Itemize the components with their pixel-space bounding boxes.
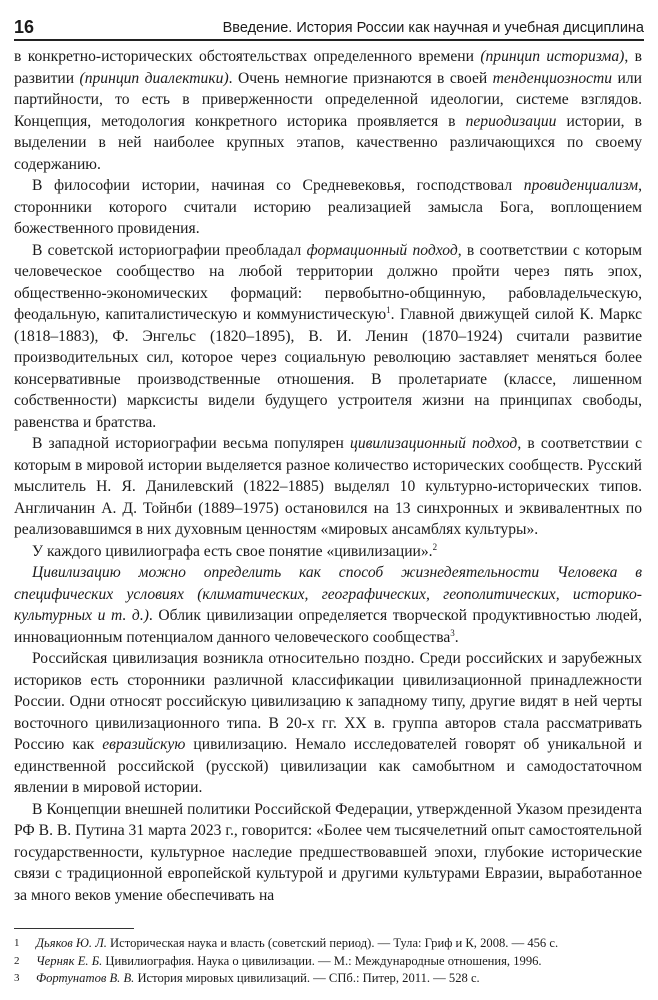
italic-text: евразийскую	[102, 736, 186, 753]
paragraph	[14, 175, 642, 240]
italic-text: (принцип историзма)	[480, 48, 625, 65]
text-run: . Главной движущей силой К. Маркс (1818–1883), Ф. Энгельс (1820–1895), В. И. Ленин (1870–1924) считали развитие производительных сил, которое через социальную революцию заставляет меняться более консервативные производственные отношения. В пролетариате (классе, лишенном собственности) марксисты видели будущего устроителя жизни на принципах свободы, равенства и братства.	[14, 306, 642, 431]
footnote	[14, 935, 644, 953]
text-run: в конкретно-исторических обстоятельствах определенного времени	[14, 48, 481, 65]
text-run: В Концепции внешней политики Российской Федерации, утвержденной Указом президента РФ В. В. Путина 31 марта 2023 г., говорится: «Более чем тысячелетний опыт самостоятельной государственности, культурное наследие предшествовавшей эпохи, глубокие исторические связи с традиционной европейской культурой и другими культурами Евразии, выработанное за много веков умение обеспечивать на	[14, 800, 642, 904]
footnotes	[14, 928, 644, 988]
footnote-ref: 2	[432, 541, 438, 552]
text-run: истории, в выделении в ней наиболее крупных этапов, качественно различающихся по своему содержанию.	[14, 112, 642, 173]
text-run: , в соответствии с которым человеческое сообщество на любой территории должно пройти через пять эпох, общественно-экономических формаций: первобытно-общинную, рабовладельческую, феодальную, капиталистическую и коммунистическую	[14, 241, 643, 323]
text-run: или партийности, то есть в приверженности определенной идеологии, системе взглядов. Концепция, методология конкретного историка проявляется в	[14, 69, 642, 130]
text-run: В философии истории, начиная со Средневековья, господствовал	[32, 177, 524, 194]
text-run: Историческая наука и власть (советский период). — Тула: Гриф и К, 2008. — 456 с.	[106, 936, 559, 950]
page-header	[14, 6, 644, 41]
footnote-rule	[14, 928, 134, 929]
paragraph	[14, 541, 642, 563]
footnote-ref: 1	[386, 304, 391, 315]
text-run: , в соответствии с которым в мировой истории выделяется разное количество исторических сообществ. Русский мыслитель Н. Я. Данилевский (1822–1885) выделял 10 культурно-исторических типов. Англичанин А. Д. Тойнби (1889–1975) остановился на 13 синхронных и эквивалентных по реализовавшимся в них духовным ценностям «мировых ансамблях культуры».	[14, 435, 643, 538]
italic-text: провиденциализм	[523, 177, 639, 194]
italic-text: Черняк Е. Б.	[36, 953, 103, 968]
footnote	[14, 953, 644, 971]
italic-text: тенденциозности	[492, 69, 613, 87]
italic-text: формационный подход	[306, 241, 458, 259]
italic-text: (принцип диалектики)	[79, 69, 229, 87]
text-run: В советской историографии преобладал	[32, 241, 307, 259]
text-run: В западной историографии весьма популярен	[32, 435, 351, 452]
italic-text: периодизации	[465, 112, 557, 130]
italic-text: Цивилизацию можно определить как способ жизнедеятельности Человека в специфических условиях (климатических, географических, геополитических, историко-культурных и т. д.)	[14, 564, 642, 624]
text-run: Цивилиография. Наука о цивилизации. — М.: Международные отношения, 1996.	[102, 953, 542, 968]
text-run: , в развитии	[14, 48, 642, 87]
text-run: . Облик цивилизации определяется творческой продуктивностью людей, инновационным потенциалом данного человеческого сообщества	[14, 607, 642, 646]
italic-text: цивилизационный подход	[350, 435, 518, 452]
footnote-mark: 2	[14, 954, 20, 967]
text-run: Российская цивилизация возникла относительно поздно. Среди российских и зарубежных историков есть сторонники различной классификации цивилизационной принадлежности России. Одни относят российскую цивилизацию к западному типу, другие видят в ней черты восточного цивилизационного типа. В 20-х гг. XX в. группа авторов стала рассматривать Россию как	[14, 650, 642, 753]
text-run: цивилизацию. Немало исследователей говорят об уникальной и единственной российской (русской) цивилизации как самобытном и самодостаточном явлении в мировой истории.	[14, 736, 642, 796]
paragraph	[14, 562, 642, 648]
paragraph	[14, 648, 642, 799]
footnote-mark: 3	[14, 972, 20, 984]
footnote-text	[36, 953, 644, 971]
footnote-mark: 1	[14, 937, 20, 949]
body-text	[14, 46, 642, 906]
italic-text: Дьяков Ю. Л.	[36, 936, 107, 950]
text-run: . Очень немногие признаются в своей	[228, 69, 493, 87]
footnote-text	[36, 935, 644, 953]
paragraph	[14, 433, 642, 541]
text-run: История мировых цивилизаций. — СПб.: Питер, 2011. — 528 с.	[134, 971, 480, 985]
footnote-text	[36, 970, 644, 988]
running-head: Введение. История России как научная и учебная дисциплина	[222, 20, 644, 36]
text-run: , сторонники которого считали историю реализацией замысла Бога, воплощением божественного провидения.	[14, 177, 642, 237]
paragraph	[14, 46, 642, 175]
text-run: У каждого цивилиографа есть свое понятие «цивилизации».	[32, 542, 433, 560]
text-run: .	[454, 628, 459, 646]
footnote-ref: 3	[450, 627, 455, 638]
footnote	[14, 970, 644, 988]
paragraph	[14, 799, 642, 907]
footnote-list	[14, 935, 644, 988]
italic-text: Фортунатов В. В.	[36, 971, 135, 985]
page-number: 16	[14, 17, 35, 37]
paragraph	[14, 240, 642, 434]
